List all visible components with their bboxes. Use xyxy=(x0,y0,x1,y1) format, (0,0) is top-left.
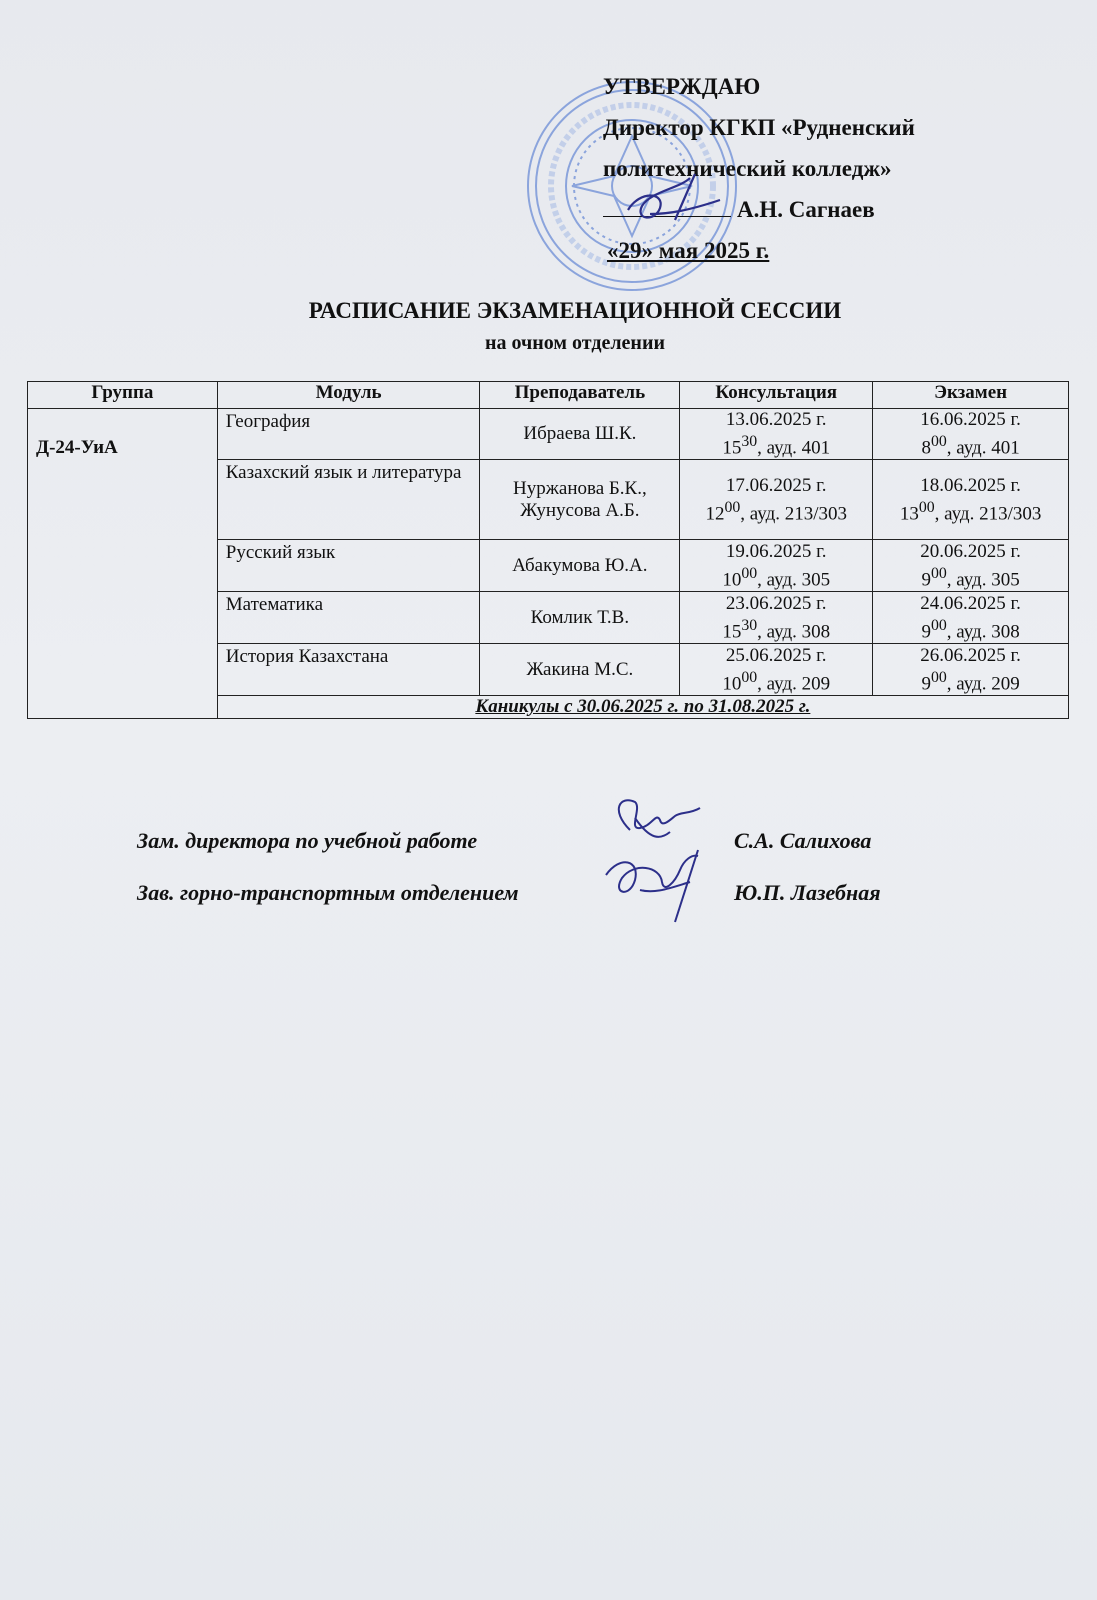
approval-block xyxy=(603,66,1023,271)
exam-hour: 13 xyxy=(899,502,919,524)
exam-minutes: 00 xyxy=(930,668,947,686)
exam-date: 16.06.2025 г. xyxy=(920,409,1021,430)
module-cell: Математика xyxy=(217,592,480,644)
table-header-row xyxy=(28,382,1069,409)
module-cell: Русский язык xyxy=(217,540,480,592)
header-cell: Группа xyxy=(28,382,218,409)
cons-date: 17.06.2025 г. xyxy=(725,474,827,496)
exam-cell xyxy=(873,409,1069,460)
teacher-cell: Нуржанова Б.К., Жунусова А.Б. xyxy=(480,460,680,540)
director-name: А.Н. Сагнаев xyxy=(737,197,875,222)
exam-minutes: 00 xyxy=(930,616,947,634)
exam-room: , ауд. 213/303 xyxy=(934,502,1042,524)
cons-hour: 10 xyxy=(722,568,742,590)
header-cell: Консультация xyxy=(680,382,873,409)
signature-role-2: Зав. горно-транспортным отделением xyxy=(137,880,519,905)
exam-date: 18.06.2025 г. xyxy=(920,474,1021,496)
exam-room: , ауд. 209 xyxy=(946,672,1020,694)
cons-room: , ауд. 209 xyxy=(757,672,831,694)
module-cell: История Казахстана xyxy=(217,644,480,696)
exam-minutes: 00 xyxy=(930,433,947,450)
signature-name-2: Ю.П. Лазебная xyxy=(734,880,881,905)
exam-hour: 9 xyxy=(921,620,931,642)
exam-minutes: 00 xyxy=(930,564,947,582)
module-cell: География xyxy=(217,409,480,460)
exam-date: 20.06.2025 г. xyxy=(920,540,1021,562)
exam-date: 26.06.2025 г. xyxy=(920,644,1021,666)
cons-minutes: 00 xyxy=(741,564,758,582)
approval-heading: УТВЕРЖДАЮ xyxy=(603,74,761,99)
consultation-cell xyxy=(680,460,873,540)
cons-room: , ауд. 305 xyxy=(757,568,831,590)
cons-hour: 15 xyxy=(722,437,742,459)
cons-hour: 12 xyxy=(705,502,725,524)
group-cell: Д-24-УиА xyxy=(28,409,218,719)
cons-date: 23.06.2025 г. xyxy=(725,592,827,614)
exam-date: 24.06.2025 г. xyxy=(920,592,1021,614)
consultation-cell xyxy=(680,540,873,592)
header-cell: Экзамен xyxy=(873,382,1069,409)
cons-hour: 10 xyxy=(722,672,742,694)
cons-room: , ауд. 401 xyxy=(757,437,831,459)
document-subtitle: на очном отделении xyxy=(484,332,665,354)
cons-minutes: 30 xyxy=(741,433,758,450)
exam-schedule-table xyxy=(27,381,1069,719)
consultation-cell xyxy=(680,644,873,696)
cons-date: 13.06.2025 г. xyxy=(725,409,827,430)
cons-minutes: 30 xyxy=(741,616,758,634)
teacher-cell: Ибраева Ш.К. xyxy=(480,409,680,460)
cons-room: , ауд. 308 xyxy=(757,620,831,642)
approval-line-2: политехнический колледж» xyxy=(603,156,892,181)
exam-cell xyxy=(873,644,1069,696)
cons-hour: 15 xyxy=(722,620,742,642)
cons-date: 25.06.2025 г. xyxy=(725,644,827,666)
document-title: РАСПИСАНИЕ ЭКЗАМЕНАЦИОННОЙ СЕССИИ xyxy=(308,298,842,323)
exam-room: , ауд. 401 xyxy=(946,437,1020,459)
approval-date: «29» мая 2025 г. xyxy=(607,238,770,263)
exam-cell xyxy=(873,460,1069,540)
approval-line-1: Директор КГКП «Рудненский xyxy=(603,115,915,140)
module-cell: Казахский язык и литература xyxy=(217,460,480,540)
teacher-cell: Абакумова Ю.А. xyxy=(480,540,680,592)
teacher-cell: Комлик Т.В. xyxy=(480,592,680,644)
cons-date: 19.06.2025 г. xyxy=(725,540,827,562)
consultation-cell xyxy=(680,592,873,644)
exam-room: , ауд. 305 xyxy=(946,568,1020,590)
exam-hour: 8 xyxy=(921,437,931,459)
header-cell: Модуль xyxy=(217,382,480,409)
signature-role-1: Зам. директора по учебной работе xyxy=(137,828,478,853)
teacher-cell: Жакина М.С. xyxy=(480,644,680,696)
header-cell: Преподаватель xyxy=(480,382,680,409)
exam-room: , ауд. 308 xyxy=(946,620,1020,642)
signature-name-1: С.А. Салихова xyxy=(734,828,872,853)
exam-hour: 9 xyxy=(921,568,931,590)
exam-cell xyxy=(873,540,1069,592)
exam-minutes: 00 xyxy=(918,498,935,516)
cons-minutes: 00 xyxy=(724,498,741,516)
exam-hour: 9 xyxy=(921,672,931,694)
cons-minutes: 00 xyxy=(741,668,758,686)
director-signature xyxy=(620,170,730,230)
holiday-note: Каникулы с 30.06.2025 г. по 31.08.2025 г. xyxy=(217,696,1068,719)
table-row xyxy=(28,409,1069,460)
cons-room: , ауд. 213/303 xyxy=(740,502,848,524)
consultation-cell xyxy=(680,409,873,460)
staff-signatures xyxy=(600,790,730,930)
exam-cell xyxy=(873,592,1069,644)
